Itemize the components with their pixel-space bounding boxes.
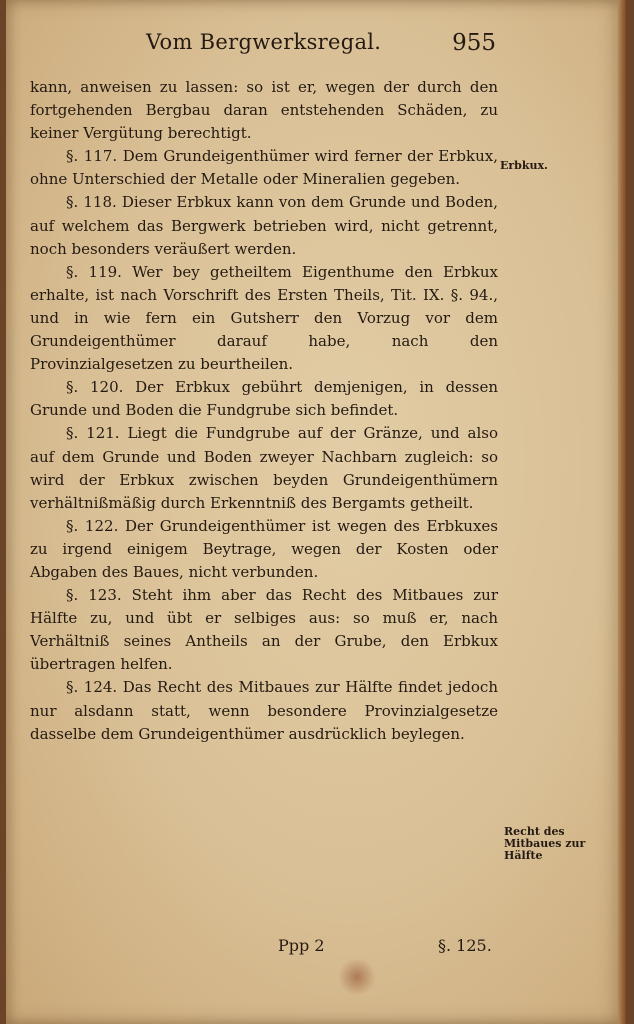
- running-title: Vom Bergwerksregal.: [146, 30, 382, 54]
- paragraph-119: §. 119. Wer bey getheiltem Eigenthume den Erbkux erhalte, ist nach Vorschrift des Ersten Theils, Tit. IX. §. 94., und in wie fern ein Gutsherr den Vorzug vor dem Grundeigenthümer darauf habe, nach den Provinzialgesetzen zu beurtheilen.: [30, 262, 498, 374]
- paragraph-117: §. 117. Dem Grundeigenthümer wird ferner der Erbkux, ohne Unterschied der Metalle oder Mineralien gegeben.: [30, 147, 498, 189]
- ink-stain: [338, 958, 376, 996]
- paragraph-122: §. 122. Der Grundeigenthümer ist wegen des Erbkuxes zu irgend einigem Beytrage, wegen der Kosten oder Abgaben des Baues, nicht verbunden.: [30, 516, 498, 581]
- margin-note-erbkux: Erbkux.: [500, 159, 548, 172]
- running-header: [146, 30, 496, 64]
- paragraph-118: §. 118. Dieser Erbkux kann von dem Grunde und Boden, auf welchem das Bergwerk betrieben wird, nicht getrennt, noch besonders veräußert werden.: [30, 193, 498, 258]
- page-number: 955: [452, 30, 496, 56]
- paragraph-continuation: kann, anweisen zu lassen: so ist er, wegen der durch den fortgehenden Bergbau daran entstehenden Schäden, zu keiner Vergütung berechtigt.: [30, 78, 498, 143]
- main-text: [30, 76, 498, 746]
- page-edge: [618, 0, 626, 1024]
- catchword: §. 125.: [438, 936, 492, 955]
- paragraph-124: §. 124. Das Recht des Mitbaues zur Hälfte findet jedoch nur alsdann statt, wenn besondere Provinzialgesetze dasselbe dem Grundeigenthümer ausdrücklich beylegen.: [30, 678, 498, 743]
- book-page: [6, 0, 626, 1024]
- paragraph-121: §. 121. Liegt die Fundgrube auf der Gränze, und also auf dem Grunde und Boden zweyer Nachbarn zugleich: so wird der Erbkux zwischen beyden Grundeigenthümern verhältnißmäßig durch Erkenntniß des Bergamts getheilt.: [30, 424, 498, 512]
- paragraph-123: §. 123. Steht ihm aber das Recht des Mitbaues zur Hälfte zu, und übt er selbiges aus: so muß er, nach Verhältniß seines Antheils an der Grube, den Erbkux übertragen helfen.: [30, 586, 498, 674]
- paragraph-120: §. 120. Der Erbkux gebührt demjenigen, in dessen Grunde und Boden die Fundgrube sich befindet.: [30, 378, 498, 420]
- margin-note-mitbau: Recht des Mitbaues zur Hälfte: [504, 825, 586, 862]
- signature-mark: Ppp 2: [278, 936, 325, 955]
